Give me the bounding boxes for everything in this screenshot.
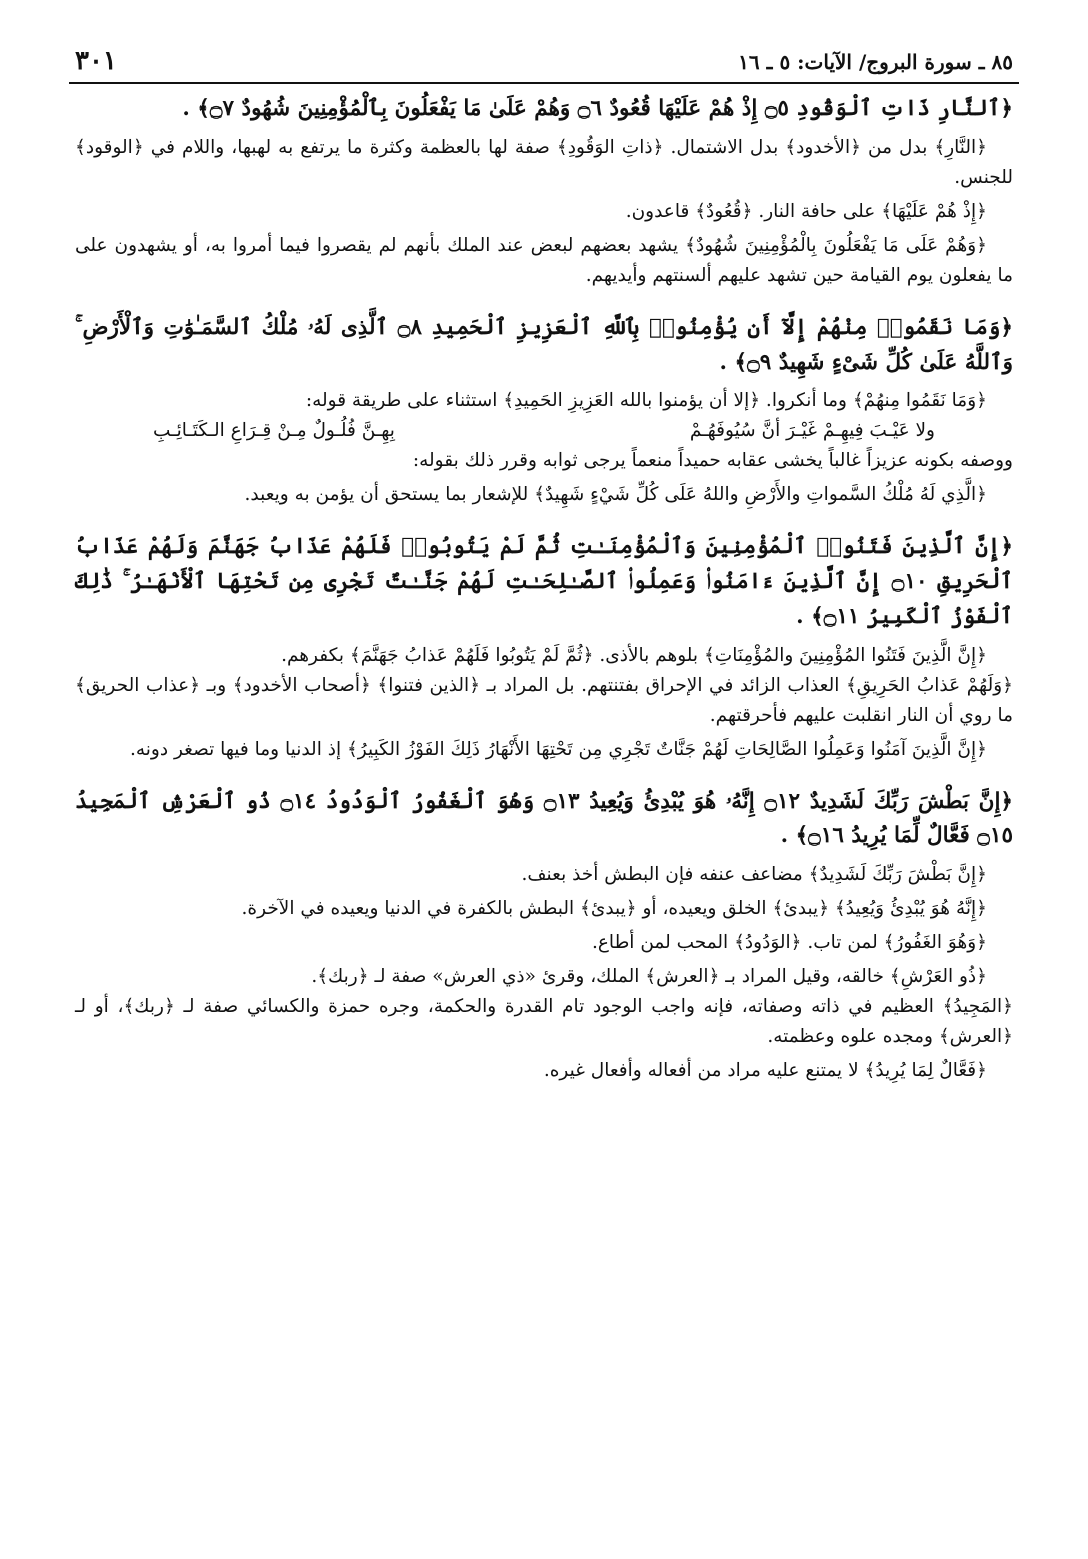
commentary-paragraph: ﴿إِنَّ الَّذِينَ آمَنُوا وَعَمِلُوا الصَّالِحَاتِ لَهُمْ جَنَّاتٌ تَجْرِي مِن تَحْتِهَا الأَنْهَارُ ذَلِكَ الفَوْزُ الكَبِيرُ﴾ إذ الدنيا وما فيها تصغر دونه. bbox=[129, 738, 987, 760]
spacer bbox=[75, 291, 1013, 303]
poetry-verse bbox=[75, 416, 1013, 446]
commentary-paragraph: ﴿ذُو العَرْشِ﴾ خالقه، وقيل المراد بـ ﴿العرش﴾ الملك، وقرئ «ذي العرش» صفة لـ ﴿ربك﴾. bbox=[311, 966, 987, 988]
commentary-paragraph: ﴿إِنَّ بَطْشَ رَبِّكَ لَشَدِيدٌ﴾ مضاعف عنفه فإن البطش أخذ بعنف. bbox=[521, 864, 987, 886]
commentary-paragraph: ﴿إِنَّهُ هُوَ يُبْدِئُ وَيُعِيدُ﴾ ﴿يبدئ﴾ الخلق ويعيده، أو ﴿يبدئ﴾ البطش بالكفرة في الدنيا ويعيده في الآخرة. bbox=[241, 898, 987, 920]
commentary-paragraph: ﴿النَّارِ﴾ بدل من ﴿الأخدود﴾ بدل الاشتمال. ﴿ذاتِ الوَقُودِ﴾ صفة لها بالعظمة وكثرة ما يرتفع به لهبها، واللام في ﴿الوقود﴾ للجنس. bbox=[75, 136, 1013, 188]
commentary-paragraph: ووصفه بكونه عزيزاً غالباً يخشى عقابه حميداً منعماً يرجى ثوابه وقرر ذلك بقوله: bbox=[412, 450, 1013, 472]
verse-8-9: ﴿وَمَا نَقَمُوا۟ مِنْهُمْ إِلَّآ أَن يُؤْمِنُوا۟ بِٱللَّهِ ٱلْعَزِيزِ ٱلْحَمِيدِ ۝٨ ٱلَّذِى لَهُۥ مُلْكُ ٱلسَّمَـٰوَٰتِ وَٱلْأَرْضِ ۚ وَٱللَّهُ عَلَىٰ كُلِّ شَىْءٍ شَهِيدٌ ۝٩﴾ . bbox=[75, 314, 1013, 375]
verse-5-7: ﴿ٱلنَّارِ ذَاتِ ٱلْوَقُودِ ۝٥ إِذْ هُمْ عَلَيْهَا قُعُودٌ ۝٦ وَهُمْ عَلَىٰ مَا يَفْعَلُونَ بِٱلْمُؤْمِنِينَ شُهُودٌ ۝٧﴾ . bbox=[182, 96, 1013, 121]
commentary-paragraph: ﴿وَمَا نَقَمُوا مِنهُمْ﴾ وما أنكروا. ﴿إلا أن يؤمنوا بالله العَزِيزِ الحَمِيدِ﴾ استثناء على طريقة قوله: bbox=[305, 390, 987, 412]
poem-hemistich-first: ولا عَيْـبَ فِيهِـمْ غَيْـرَ أنَّ سُيُوفَهُـمْ bbox=[689, 420, 935, 442]
running-title: ٨٥ ـ سورة البروج/ الآيات: ٥ ـ ١٦ bbox=[738, 50, 1013, 74]
page-body bbox=[69, 92, 1019, 1086]
spacer bbox=[75, 765, 1013, 777]
poem-hemistich-second: بِهِـنَّ فُلُـولٌ مِـنْ قِـرَاعِ الـكَتَـائِـبِ bbox=[153, 420, 395, 442]
commentary-paragraph: ﴿وَهُوَ الغَفُورُ﴾ لمن تاب. ﴿الوَدُودُ﴾ المحب لمن أطاع. bbox=[592, 932, 987, 954]
book-page bbox=[69, 0, 1019, 1086]
commentary-paragraph: ﴿وَهُمْ عَلَى مَا يَفْعَلُونَ بِالْمُؤْمِنِينَ شُهُودٌ﴾ يشهد بعضهم لبعض عند الملك بأنهم لم يقصروا فيما أمروا به، أو يشهدون على ما يفعلون يوم القيامة حين تشهد عليهم ألسنتهم وأيديهم. bbox=[75, 234, 1013, 286]
commentary-paragraph: ﴿المَجِيدُ﴾ العظيم في ذاته وصفاته، فإنه واجب الوجود تام القدرة والحكمة، وجره حمزة والكسائي صفة لـ ﴿ربك﴾، أو لـ ﴿العرش﴾ ومجده علوه وعظمته. bbox=[75, 996, 1013, 1048]
commentary-paragraph: ﴿الَّذِي لَهُ مُلْكُ السَّمواتِ والأَرْضِ واللهُ عَلَى كُلِّ شَيْءٍ شَهِيدٌ﴾ للإشعار بما يستحق أن يؤمن به ويعبد. bbox=[244, 484, 987, 506]
commentary-paragraph: ﴿إِذْ هُمْ عَلَيْهَا﴾ على حافة النار. ﴿قُعُودٌ﴾ قاعدون. bbox=[625, 200, 987, 222]
commentary-paragraph: ﴿فَعَّالٌ لِمَا يُرِيدُ﴾ لا يمتنع عليه مراد من أفعاله وأفعال غيره. bbox=[543, 1060, 987, 1082]
verse-12-16: ﴿إِنَّ بَطْشَ رَبِّكَ لَشَدِيدٌ ۝١٢ إِنَّهُۥ هُوَ يُبْدِئُ وَيُعِيدُ ۝١٣ وَهُوَ ٱلْغَفُورُ ٱلْوَدُودُ ۝١٤ ذُو ٱلْعَرْشِ ٱلْمَجِيدُ ۝١٥ فَعَّالٌ لِّمَا يُرِيدُ ۝١٦﴾ . bbox=[75, 788, 1014, 849]
page-header bbox=[69, 46, 1019, 84]
verse-10-11: ﴿إِنَّ ٱلَّذِينَ فَتَنُوا۟ ٱلْمُؤْمِنِينَ وَٱلْمُؤْمِنَـٰتِ ثُمَّ لَمْ يَتُوبُوا۟ فَلَهُمْ عَذَابُ جَهَنَّمَ وَلَهُمْ عَذَابُ ٱلْحَرِيقِ ۝١٠ إِنَّ ٱلَّذِينَ ءَامَنُوا۟ وَعَمِلُوا۟ ٱلصَّـٰلِحَـٰتِ لَهُمْ جَنَّـٰتٌ تَجْرِى مِن تَحْتِهَا ٱلْأَنْهَـٰرُ ۚ ذَٰلِكَ ٱلْفَوْزُ ٱلْكَبِيرُ ۝١١﴾ . bbox=[75, 534, 1013, 629]
commentary-paragraph: ﴿وَلَهُمْ عَذابُ الحَرِيقِ﴾ العذاب الزائد في الإحراق بفتنتهم. بل المراد بـ ﴿الذين فتنوا﴾ ﴿أصحاب الأخدود﴾ وبـ ﴿عذاب الحريق﴾ ما روي أن النار انقلبت عليهم فأحرقتهم. bbox=[75, 674, 1013, 726]
spacer bbox=[75, 510, 1013, 522]
page-number: ٣٠١ bbox=[75, 46, 117, 76]
commentary-paragraph: ﴿إِنَّ الَّذِينَ فَتَنُوا المُؤْمِنِينَ والمُؤْمِنَاتِ﴾ بلوهم بالأذى. ﴿ثُمَّ لَمْ يَتُوبُوا فَلَهُمْ عَذابُ جَهَنَّمَ﴾ بكفرهم. bbox=[281, 644, 987, 666]
